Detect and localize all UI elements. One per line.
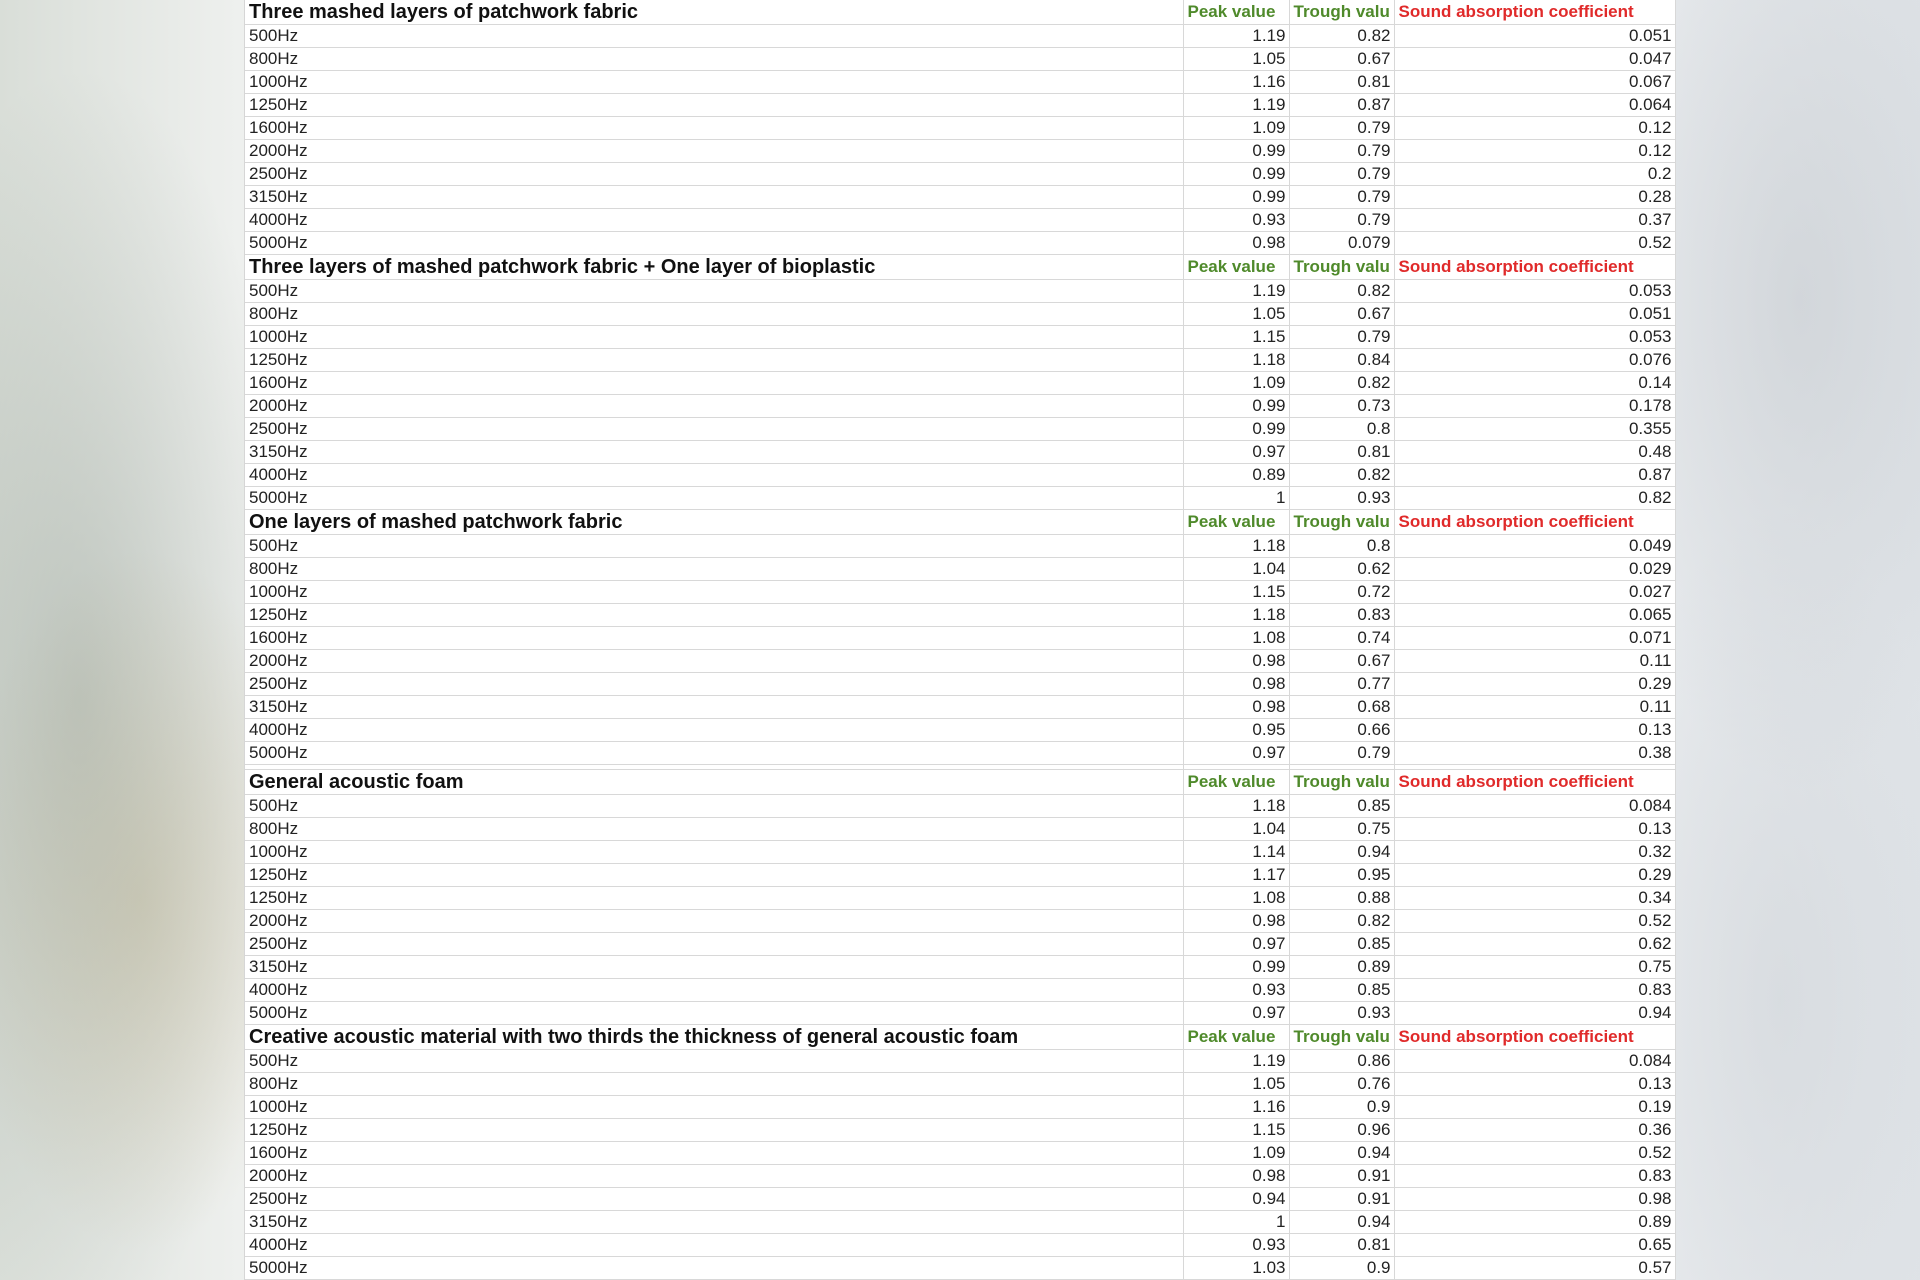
peak-value-cell[interactable]: 1.19: [1183, 1050, 1289, 1073]
trough-value-cell[interactable]: 0.8: [1289, 418, 1394, 441]
trough-value-cell[interactable]: 0.91: [1289, 1188, 1394, 1211]
spreadsheet: [244, 0, 1676, 1280]
trough-value-cell[interactable]: 0.82: [1289, 464, 1394, 487]
frequency-cell[interactable]: 3150Hz: [245, 956, 1183, 979]
trough-value-cell[interactable]: 0.79: [1289, 326, 1394, 349]
absorption-coefficient-cell[interactable]: 0.29: [1394, 864, 1675, 887]
peak-value-cell[interactable]: 1.09: [1183, 372, 1289, 395]
trough-value-header[interactable]: Trough valu: [1289, 1025, 1394, 1050]
absorption-coefficient-cell[interactable]: 0.52: [1394, 1142, 1675, 1165]
absorption-coefficient-cell[interactable]: 0.051: [1394, 25, 1675, 48]
frequency-cell[interactable]: 500Hz: [245, 25, 1183, 48]
frequency-cell[interactable]: 3150Hz: [245, 441, 1183, 464]
peak-value-cell[interactable]: 0.93: [1183, 1234, 1289, 1257]
peak-value-cell[interactable]: 0.98: [1183, 1165, 1289, 1188]
trough-value-cell[interactable]: 0.84: [1289, 349, 1394, 372]
peak-value-cell[interactable]: 1: [1183, 487, 1289, 510]
absorption-coefficient-cell[interactable]: 0.13: [1394, 818, 1675, 841]
frequency-cell[interactable]: 500Hz: [245, 795, 1183, 818]
frequency-cell[interactable]: 800Hz: [245, 558, 1183, 581]
peak-value-cell[interactable]: 1.16: [1183, 1096, 1289, 1119]
trough-value-cell[interactable]: 0.86: [1289, 1050, 1394, 1073]
trough-value-cell[interactable]: 0.75: [1289, 818, 1394, 841]
absorption-coefficient-cell[interactable]: 0.029: [1394, 558, 1675, 581]
absorption-coefficient-cell[interactable]: 0.178: [1394, 395, 1675, 418]
frequency-cell[interactable]: 2500Hz: [245, 1188, 1183, 1211]
table-row: [245, 1002, 1675, 1025]
peak-value-cell[interactable]: 1.04: [1183, 818, 1289, 841]
frequency-cell[interactable]: 1000Hz: [245, 581, 1183, 604]
absorption-coefficient-cell[interactable]: 0.82: [1394, 487, 1675, 510]
absorption-coefficient-cell[interactable]: 0.28: [1394, 186, 1675, 209]
frequency-cell[interactable]: 2000Hz: [245, 910, 1183, 933]
frequency-cell[interactable]: 3150Hz: [245, 186, 1183, 209]
trough-value-cell[interactable]: 0.76: [1289, 1073, 1394, 1096]
peak-value-cell[interactable]: 0.99: [1183, 395, 1289, 418]
absorption-coefficient-cell[interactable]: 0.19: [1394, 1096, 1675, 1119]
absorption-coefficient-cell[interactable]: 0.87: [1394, 464, 1675, 487]
table-row: [245, 581, 1675, 604]
peak-value-cell[interactable]: 1.17: [1183, 864, 1289, 887]
table-row: [245, 280, 1675, 303]
sound-absorption-header[interactable]: Sound absorption coefficient: [1394, 255, 1675, 280]
absorption-coefficient-cell[interactable]: 0.053: [1394, 326, 1675, 349]
trough-value-cell[interactable]: 0.85: [1289, 979, 1394, 1002]
table-row: [245, 650, 1675, 673]
absorption-coefficient-cell[interactable]: 0.34: [1394, 887, 1675, 910]
table-row: [245, 487, 1675, 510]
peak-value-header[interactable]: Peak value: [1183, 0, 1289, 25]
peak-value-cell[interactable]: 0.99: [1183, 163, 1289, 186]
table-row: [245, 1142, 1675, 1165]
table-row: [245, 818, 1675, 841]
table-row: [245, 795, 1675, 818]
trough-value-cell[interactable]: 0.79: [1289, 209, 1394, 232]
trough-value-cell[interactable]: 0.83: [1289, 604, 1394, 627]
trough-value-cell[interactable]: 0.87: [1289, 94, 1394, 117]
peak-value-cell[interactable]: 0.97: [1183, 742, 1289, 765]
peak-value-header[interactable]: Peak value: [1183, 1025, 1289, 1050]
trough-value-cell[interactable]: 0.68: [1289, 696, 1394, 719]
absorption-coefficient-cell[interactable]: 0.62: [1394, 933, 1675, 956]
peak-value-cell[interactable]: 1.03: [1183, 1257, 1289, 1280]
absorption-coefficient-cell[interactable]: 0.36: [1394, 1119, 1675, 1142]
trough-value-cell[interactable]: 0.72: [1289, 581, 1394, 604]
absorption-coefficient-cell[interactable]: 0.065: [1394, 604, 1675, 627]
trough-value-cell[interactable]: 0.82: [1289, 25, 1394, 48]
absorption-coefficient-cell[interactable]: 0.12: [1394, 140, 1675, 163]
absorption-coefficient-cell[interactable]: 0.83: [1394, 979, 1675, 1002]
table-row: [245, 558, 1675, 581]
trough-value-cell[interactable]: 0.79: [1289, 163, 1394, 186]
peak-value-header[interactable]: Peak value: [1183, 510, 1289, 535]
absorption-coefficient-cell[interactable]: 0.053: [1394, 280, 1675, 303]
peak-value-cell[interactable]: 0.98: [1183, 673, 1289, 696]
trough-value-cell[interactable]: 0.82: [1289, 280, 1394, 303]
trough-value-cell[interactable]: 0.94: [1289, 1211, 1394, 1234]
frequency-cell[interactable]: 4000Hz: [245, 979, 1183, 1002]
trough-value-cell[interactable]: 0.85: [1289, 795, 1394, 818]
sound-absorption-header[interactable]: Sound absorption coefficient: [1394, 1025, 1675, 1050]
peak-value-cell[interactable]: 1.18: [1183, 349, 1289, 372]
peak-value-cell[interactable]: 0.94: [1183, 1188, 1289, 1211]
peak-value-cell[interactable]: 0.98: [1183, 232, 1289, 255]
table-row: [245, 742, 1675, 765]
section-title[interactable]: One layers of mashed patchwork fabric: [245, 510, 1183, 535]
absorption-coefficient-cell[interactable]: 0.94: [1394, 1002, 1675, 1025]
frequency-cell[interactable]: 5000Hz: [245, 1002, 1183, 1025]
frequency-cell[interactable]: 800Hz: [245, 1073, 1183, 1096]
trough-value-cell[interactable]: 0.81: [1289, 1234, 1394, 1257]
peak-value-cell[interactable]: 1.05: [1183, 48, 1289, 71]
peak-value-cell[interactable]: 1.08: [1183, 887, 1289, 910]
peak-value-cell[interactable]: 1.18: [1183, 604, 1289, 627]
peak-value-cell[interactable]: 1.18: [1183, 795, 1289, 818]
table-row: [245, 94, 1675, 117]
frequency-cell[interactable]: 800Hz: [245, 48, 1183, 71]
frequency-cell[interactable]: 500Hz: [245, 535, 1183, 558]
trough-value-cell[interactable]: 0.79: [1289, 117, 1394, 140]
table-row: [245, 395, 1675, 418]
table-row: [245, 535, 1675, 558]
section-header-row: [245, 0, 1675, 25]
frequency-cell[interactable]: 1000Hz: [245, 841, 1183, 864]
section-title[interactable]: Creative acoustic material with two thirds the thickness of general acoustic foam: [245, 1025, 1183, 1050]
table-row: [245, 956, 1675, 979]
peak-value-cell[interactable]: 0.89: [1183, 464, 1289, 487]
trough-value-cell[interactable]: 0.93: [1289, 487, 1394, 510]
trough-value-cell[interactable]: 0.96: [1289, 1119, 1394, 1142]
trough-value-cell[interactable]: 0.82: [1289, 910, 1394, 933]
absorption-coefficient-cell[interactable]: 0.047: [1394, 48, 1675, 71]
frequency-cell[interactable]: 1600Hz: [245, 117, 1183, 140]
absorption-coefficient-cell[interactable]: 0.2: [1394, 163, 1675, 186]
peak-value-cell[interactable]: 0.95: [1183, 719, 1289, 742]
frequency-cell[interactable]: 5000Hz: [245, 232, 1183, 255]
peak-value-cell[interactable]: 1.08: [1183, 627, 1289, 650]
trough-value-cell[interactable]: 0.77: [1289, 673, 1394, 696]
section-title[interactable]: Three mashed layers of patchwork fabric: [245, 0, 1183, 25]
peak-value-cell[interactable]: 0.97: [1183, 441, 1289, 464]
table-row: [245, 1096, 1675, 1119]
frequency-cell[interactable]: 2500Hz: [245, 933, 1183, 956]
frequency-cell[interactable]: 500Hz: [245, 280, 1183, 303]
peak-value-cell[interactable]: 1.19: [1183, 25, 1289, 48]
trough-value-cell[interactable]: 0.89: [1289, 956, 1394, 979]
peak-value-cell[interactable]: 1: [1183, 1211, 1289, 1234]
table-row: [245, 117, 1675, 140]
absorption-coefficient-cell[interactable]: 0.32: [1394, 841, 1675, 864]
section-title[interactable]: General acoustic foam: [245, 770, 1183, 795]
absorption-coefficient-cell[interactable]: 0.071: [1394, 627, 1675, 650]
absorption-coefficient-cell[interactable]: 0.084: [1394, 1050, 1675, 1073]
frequency-cell[interactable]: 1250Hz: [245, 887, 1183, 910]
trough-value-cell[interactable]: 0.62: [1289, 558, 1394, 581]
table-row: [245, 1257, 1675, 1280]
frequency-cell[interactable]: 1250Hz: [245, 94, 1183, 117]
frequency-cell[interactable]: 1250Hz: [245, 864, 1183, 887]
frequency-cell[interactable]: 800Hz: [245, 303, 1183, 326]
sound-absorption-header[interactable]: Sound absorption coefficient: [1394, 770, 1675, 795]
table-row: [245, 1073, 1675, 1096]
peak-value-cell[interactable]: 0.93: [1183, 209, 1289, 232]
peak-value-cell[interactable]: 0.99: [1183, 186, 1289, 209]
peak-value-cell[interactable]: 0.97: [1183, 1002, 1289, 1025]
table-row: [245, 1211, 1675, 1234]
sound-absorption-header[interactable]: Sound absorption coefficient: [1394, 0, 1675, 25]
frequency-cell[interactable]: 5000Hz: [245, 1257, 1183, 1280]
frequency-cell[interactable]: 3150Hz: [245, 696, 1183, 719]
trough-value-cell[interactable]: 0.79: [1289, 742, 1394, 765]
trough-value-header[interactable]: Trough valu: [1289, 510, 1394, 535]
table-row: [245, 372, 1675, 395]
peak-value-cell[interactable]: 1.19: [1183, 280, 1289, 303]
frequency-cell[interactable]: 1000Hz: [245, 326, 1183, 349]
table-row: [245, 1234, 1675, 1257]
absorption-coefficient-cell[interactable]: 0.52: [1394, 232, 1675, 255]
trough-value-cell[interactable]: 0.94: [1289, 1142, 1394, 1165]
table-row: [245, 604, 1675, 627]
absorption-coefficient-cell[interactable]: 0.75: [1394, 956, 1675, 979]
peak-value-cell[interactable]: 1.16: [1183, 71, 1289, 94]
frequency-cell[interactable]: 2500Hz: [245, 163, 1183, 186]
trough-value-cell[interactable]: 0.81: [1289, 441, 1394, 464]
peak-value-header[interactable]: Peak value: [1183, 255, 1289, 280]
trough-value-cell[interactable]: 0.93: [1289, 1002, 1394, 1025]
section-header-row: [245, 510, 1675, 535]
table-row: [245, 887, 1675, 910]
frequency-cell[interactable]: 4000Hz: [245, 1234, 1183, 1257]
trough-value-cell[interactable]: 0.85: [1289, 933, 1394, 956]
absorption-coefficient-cell[interactable]: 0.084: [1394, 795, 1675, 818]
frequency-cell[interactable]: 3150Hz: [245, 1211, 1183, 1234]
table-row: [245, 232, 1675, 255]
peak-value-cell[interactable]: 0.99: [1183, 418, 1289, 441]
trough-value-cell[interactable]: 0.94: [1289, 841, 1394, 864]
peak-value-cell[interactable]: 0.97: [1183, 933, 1289, 956]
absorption-coefficient-cell[interactable]: 0.051: [1394, 303, 1675, 326]
frequency-cell[interactable]: 800Hz: [245, 818, 1183, 841]
frequency-cell[interactable]: 4000Hz: [245, 209, 1183, 232]
frequency-cell[interactable]: 1600Hz: [245, 627, 1183, 650]
frequency-cell[interactable]: 5000Hz: [245, 742, 1183, 765]
table-row: [245, 163, 1675, 186]
table-row: [245, 303, 1675, 326]
frequency-cell[interactable]: 4000Hz: [245, 719, 1183, 742]
trough-value-cell[interactable]: 0.73: [1289, 395, 1394, 418]
table-row: [245, 71, 1675, 94]
trough-value-header[interactable]: Trough valu: [1289, 0, 1394, 25]
absorption-coefficient-cell[interactable]: 0.11: [1394, 650, 1675, 673]
peak-value-cell[interactable]: 1.05: [1183, 1073, 1289, 1096]
trough-value-cell[interactable]: 0.9: [1289, 1096, 1394, 1119]
absorption-coefficient-cell[interactable]: 0.52: [1394, 910, 1675, 933]
table-row: [245, 48, 1675, 71]
peak-value-cell[interactable]: 1.05: [1183, 303, 1289, 326]
frequency-cell[interactable]: 1250Hz: [245, 349, 1183, 372]
absorption-coefficient-cell[interactable]: 0.14: [1394, 372, 1675, 395]
frequency-cell[interactable]: 2500Hz: [245, 418, 1183, 441]
absorption-coefficient-cell[interactable]: 0.38: [1394, 742, 1675, 765]
table-row: [245, 349, 1675, 372]
trough-value-cell[interactable]: 0.91: [1289, 1165, 1394, 1188]
trough-value-cell[interactable]: 0.67: [1289, 48, 1394, 71]
frequency-cell[interactable]: 1000Hz: [245, 1096, 1183, 1119]
trough-value-cell[interactable]: 0.079: [1289, 232, 1394, 255]
table-row: [245, 209, 1675, 232]
peak-value-cell[interactable]: 1.15: [1183, 326, 1289, 349]
absorption-coefficient-cell[interactable]: 0.067: [1394, 71, 1675, 94]
table-row: [245, 673, 1675, 696]
trough-value-header[interactable]: Trough valu: [1289, 770, 1394, 795]
table-row: [245, 979, 1675, 1002]
table-row: [245, 441, 1675, 464]
trough-value-cell[interactable]: 0.81: [1289, 71, 1394, 94]
frequency-cell[interactable]: 1250Hz: [245, 1119, 1183, 1142]
peak-value-cell[interactable]: 1.18: [1183, 535, 1289, 558]
frequency-cell[interactable]: 1000Hz: [245, 71, 1183, 94]
table-row: [245, 140, 1675, 163]
peak-value-header[interactable]: Peak value: [1183, 770, 1289, 795]
trough-value-cell[interactable]: 0.66: [1289, 719, 1394, 742]
absorption-coefficient-cell[interactable]: 0.064: [1394, 94, 1675, 117]
table-body: [245, 0, 1675, 1280]
section-header-row: [245, 255, 1675, 280]
table-row: [245, 326, 1675, 349]
absorption-coefficient-cell[interactable]: 0.65: [1394, 1234, 1675, 1257]
trough-value-cell[interactable]: 0.67: [1289, 650, 1394, 673]
frequency-cell[interactable]: 2500Hz: [245, 673, 1183, 696]
peak-value-cell[interactable]: 0.93: [1183, 979, 1289, 1002]
table-row: [245, 25, 1675, 48]
peak-value-cell[interactable]: 1.19: [1183, 94, 1289, 117]
absorption-coefficient-cell[interactable]: 0.12: [1394, 117, 1675, 140]
section-header-row: [245, 1025, 1675, 1050]
frequency-cell[interactable]: 500Hz: [245, 1050, 1183, 1073]
table-row: [245, 719, 1675, 742]
frequency-cell[interactable]: 1600Hz: [245, 372, 1183, 395]
table-row: [245, 1119, 1675, 1142]
trough-value-cell[interactable]: 0.9: [1289, 1257, 1394, 1280]
peak-value-cell[interactable]: 1.15: [1183, 1119, 1289, 1142]
frequency-cell[interactable]: 4000Hz: [245, 464, 1183, 487]
table-row: [245, 864, 1675, 887]
frequency-cell[interactable]: 2000Hz: [245, 650, 1183, 673]
trough-value-cell[interactable]: 0.82: [1289, 372, 1394, 395]
table-row: [245, 418, 1675, 441]
table-row: [245, 696, 1675, 719]
table-row: [245, 1050, 1675, 1073]
peak-value-cell[interactable]: 0.98: [1183, 910, 1289, 933]
section-header-row: [245, 770, 1675, 795]
absorption-coefficient-cell[interactable]: 0.37: [1394, 209, 1675, 232]
absorption-coefficient-cell[interactable]: 0.57: [1394, 1257, 1675, 1280]
trough-value-cell[interactable]: 0.8: [1289, 535, 1394, 558]
section-title[interactable]: Three layers of mashed patchwork fabric + One layer of bioplastic: [245, 255, 1183, 280]
table-row: [245, 1188, 1675, 1211]
peak-value-cell[interactable]: 0.98: [1183, 696, 1289, 719]
trough-value-cell[interactable]: 0.79: [1289, 140, 1394, 163]
absorption-coefficient-cell[interactable]: 0.355: [1394, 418, 1675, 441]
absorption-coefficient-cell[interactable]: 0.13: [1394, 719, 1675, 742]
trough-value-cell[interactable]: 0.79: [1289, 186, 1394, 209]
trough-value-header[interactable]: Trough valu: [1289, 255, 1394, 280]
absorption-coefficient-cell[interactable]: 0.89: [1394, 1211, 1675, 1234]
table-row: [245, 627, 1675, 650]
trough-value-cell[interactable]: 0.88: [1289, 887, 1394, 910]
absorption-coefficient-cell[interactable]: 0.83: [1394, 1165, 1675, 1188]
table-row: [245, 910, 1675, 933]
table-row: [245, 933, 1675, 956]
peak-value-cell[interactable]: 1.09: [1183, 1142, 1289, 1165]
table-row: [245, 1165, 1675, 1188]
peak-value-cell[interactable]: 1.09: [1183, 117, 1289, 140]
data-table: [245, 0, 1676, 1280]
sound-absorption-header[interactable]: Sound absorption coefficient: [1394, 510, 1675, 535]
absorption-coefficient-cell[interactable]: 0.11: [1394, 696, 1675, 719]
table-row: [245, 841, 1675, 864]
trough-value-cell[interactable]: 0.95: [1289, 864, 1394, 887]
absorption-coefficient-cell[interactable]: 0.076: [1394, 349, 1675, 372]
absorption-coefficient-cell[interactable]: 0.29: [1394, 673, 1675, 696]
frequency-cell[interactable]: 2000Hz: [245, 140, 1183, 163]
trough-value-cell[interactable]: 0.67: [1289, 303, 1394, 326]
absorption-coefficient-cell[interactable]: 0.049: [1394, 535, 1675, 558]
peak-value-cell[interactable]: 1.15: [1183, 581, 1289, 604]
frequency-cell[interactable]: 5000Hz: [245, 487, 1183, 510]
peak-value-cell[interactable]: 0.98: [1183, 650, 1289, 673]
peak-value-cell[interactable]: 1.14: [1183, 841, 1289, 864]
frequency-cell[interactable]: 2000Hz: [245, 1165, 1183, 1188]
table-row: [245, 186, 1675, 209]
frequency-cell[interactable]: 1250Hz: [245, 604, 1183, 627]
frequency-cell[interactable]: 2000Hz: [245, 395, 1183, 418]
trough-value-cell[interactable]: 0.74: [1289, 627, 1394, 650]
absorption-coefficient-cell[interactable]: 0.027: [1394, 581, 1675, 604]
table-row: [245, 464, 1675, 487]
absorption-coefficient-cell[interactable]: 0.13: [1394, 1073, 1675, 1096]
peak-value-cell[interactable]: 0.99: [1183, 956, 1289, 979]
peak-value-cell[interactable]: 1.04: [1183, 558, 1289, 581]
peak-value-cell[interactable]: 0.99: [1183, 140, 1289, 163]
absorption-coefficient-cell[interactable]: 0.48: [1394, 441, 1675, 464]
frequency-cell[interactable]: 1600Hz: [245, 1142, 1183, 1165]
absorption-coefficient-cell[interactable]: 0.98: [1394, 1188, 1675, 1211]
